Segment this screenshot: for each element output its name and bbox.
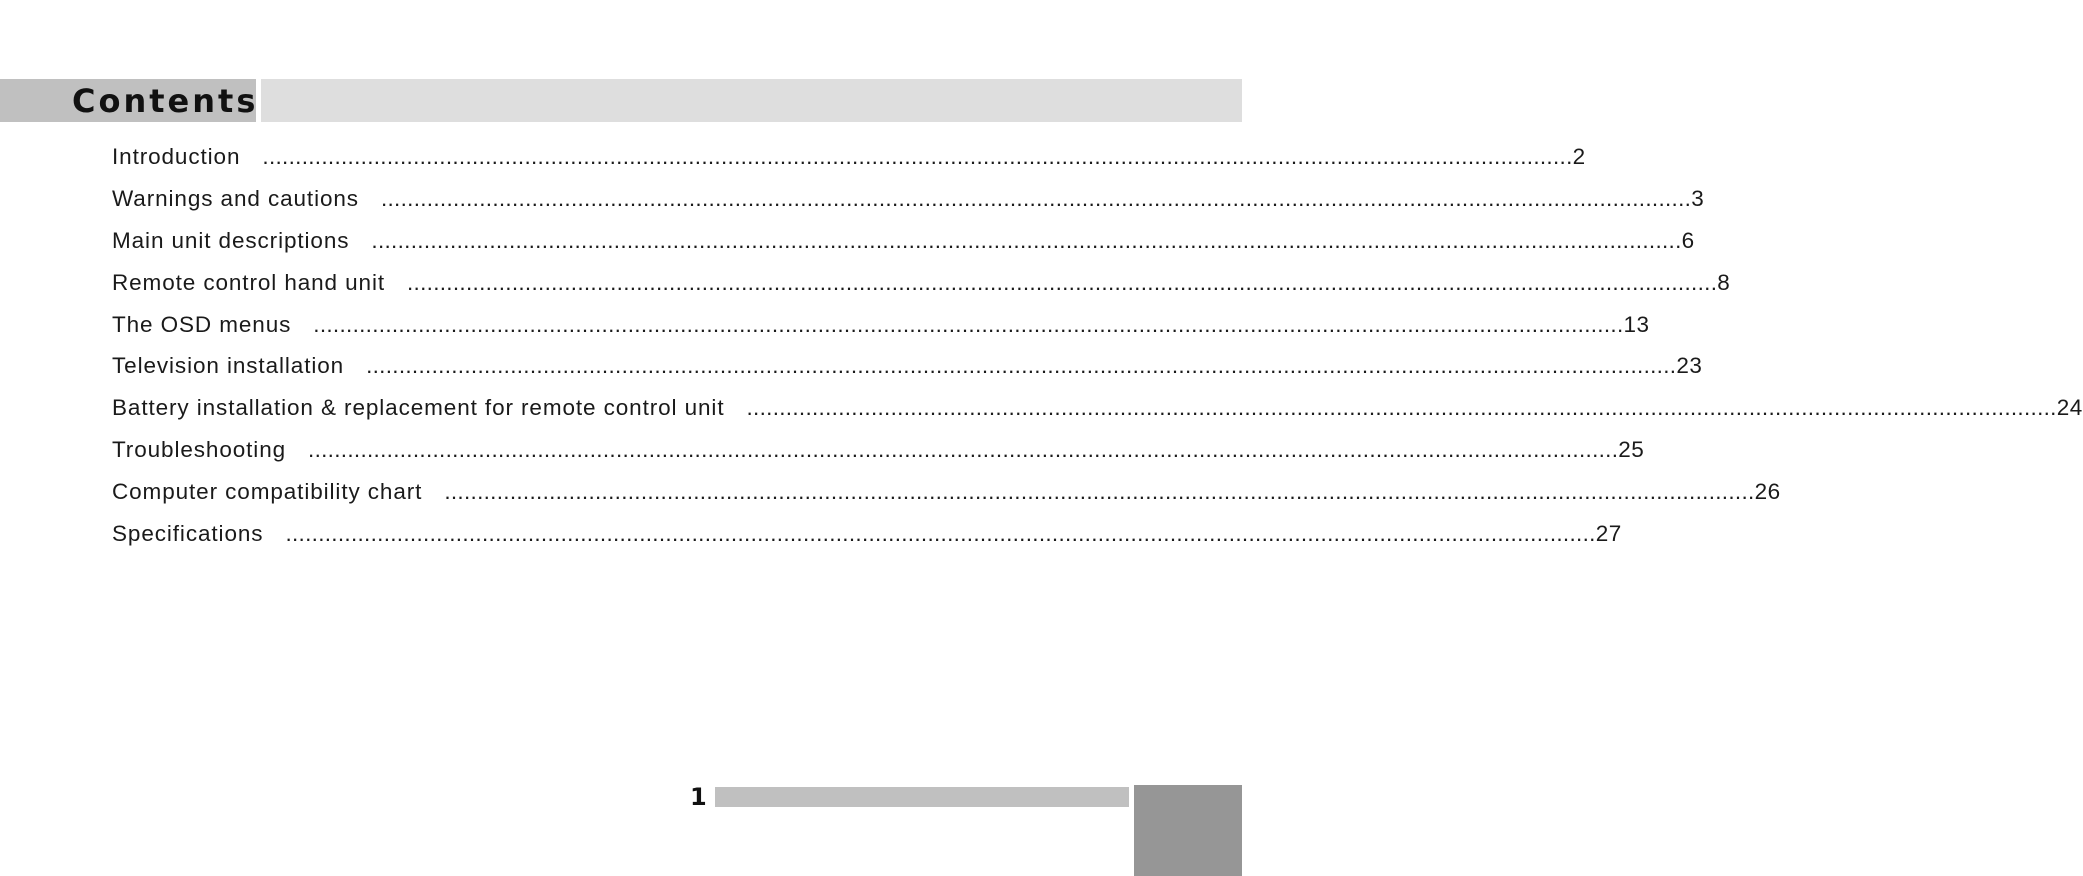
- toc-entry-television-installation[interactable]: [112, 353, 1703, 395]
- toc-entry-title: Computer compatibility chart: [112, 479, 423, 505]
- footer-bar: [715, 787, 1129, 807]
- toc-entry-page: 3: [1691, 185, 1705, 211]
- toc-dot-leader: ........................................................................................................................................................................................................: [371, 227, 1682, 253]
- toc-dot-leader: ........................................................................................................................................................................................................: [444, 479, 1755, 505]
- header-right-bar: [261, 79, 1242, 122]
- toc-dot-leader: ........................................................................................................................................................................................................: [380, 185, 1692, 211]
- toc-entry-page: 13: [1623, 311, 1650, 337]
- toc-entry-page: 8: [1717, 269, 1731, 295]
- toc-entry-title: Television installation: [112, 353, 345, 379]
- toc-dot-leader: ........................................................................................................................................................................................................: [407, 269, 1718, 295]
- toc-entry-introduction[interactable]: [112, 144, 1586, 186]
- toc-entry-battery-installation[interactable]: [112, 395, 2083, 437]
- toc-entry-page: 6: [1681, 227, 1695, 253]
- toc-entry-page: 26: [1754, 479, 1781, 505]
- toc-entry-warnings[interactable]: [112, 185, 1705, 228]
- toc-entry-title: Introduction: [112, 144, 241, 169]
- toc-entry-osd-menus[interactable]: [112, 311, 1650, 354]
- toc-entry-page: 24: [2056, 395, 2083, 421]
- toc-entry-main-unit[interactable]: [112, 227, 1695, 270]
- toc-entry-page: 23: [1676, 353, 1703, 379]
- toc-entry-title: The OSD menus: [112, 311, 292, 337]
- toc-entry-title: Remote control hand unit: [112, 269, 385, 295]
- toc-entry-title: Warnings and cautions: [112, 185, 359, 211]
- toc-entry-page: 27: [1595, 521, 1622, 547]
- table-of-contents: [112, 144, 2083, 563]
- toc-entry-title: Specifications: [112, 521, 264, 547]
- toc-dot-leader: ........................................................................................................................................................................................................: [285, 521, 1596, 547]
- toc-dot-leader: ........................................................................................................................................................................................................: [746, 395, 2057, 421]
- toc-dot-leader: ........................................................................................................................................................................................................: [308, 437, 1619, 463]
- toc-entry-page: 25: [1618, 437, 1645, 463]
- toc-entry-title: Battery installation & replacement for remote control unit: [112, 395, 725, 421]
- toc-dot-leader: ........................................................................................................................................................................................................: [262, 144, 1573, 169]
- toc-entry-title: Main unit descriptions: [112, 227, 350, 253]
- page-title: Contents: [72, 82, 259, 120]
- footer-corner-block: [1134, 785, 1242, 876]
- toc-dot-leader: ........................................................................................................................................................................................................: [313, 311, 1624, 337]
- page-number: 1: [690, 783, 707, 811]
- toc-entry-computer-compatibility[interactable]: [112, 479, 1781, 521]
- toc-entry-remote-control[interactable]: [112, 269, 1731, 312]
- toc-entry-page: 2: [1572, 144, 1586, 169]
- toc-entry-specifications[interactable]: [112, 521, 1622, 563]
- toc-entry-title: Troubleshooting: [112, 437, 287, 463]
- toc-entry-troubleshooting[interactable]: [112, 437, 1645, 479]
- toc-dot-leader: ........................................................................................................................................................................................................: [366, 353, 1677, 379]
